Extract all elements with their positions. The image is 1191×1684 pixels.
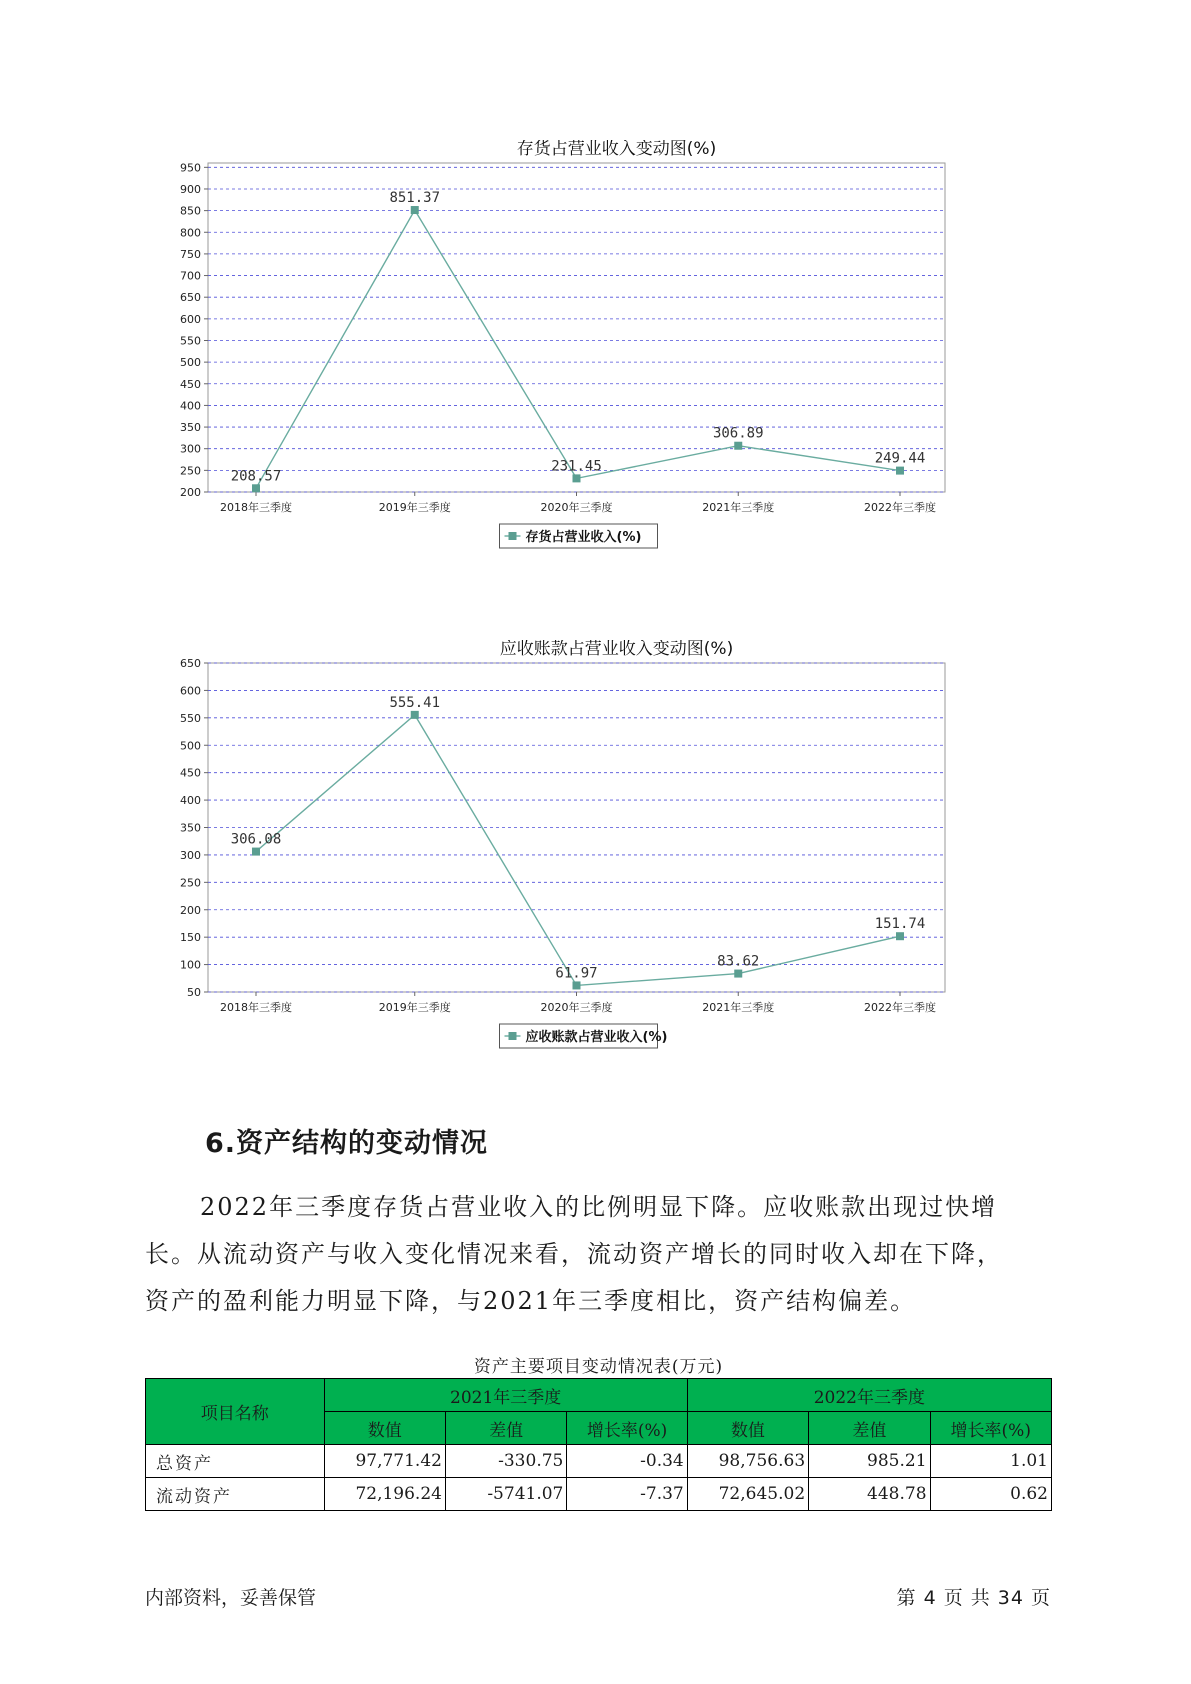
y-tick-label: 350 bbox=[180, 821, 201, 835]
footer-confidential-note: 内部资料，妥善保管 bbox=[145, 1587, 317, 1609]
x-tick-label: 2018年三季度 bbox=[220, 501, 292, 514]
paragraph-line-3: 资产的盈利能力明显下降，与2021年三季度相比，资产结构偏差。 bbox=[145, 1287, 917, 1315]
subheader-value: 数值 bbox=[687, 1412, 808, 1445]
table-caption: 资产主要项目变动情况表(万元) bbox=[473, 1357, 724, 1377]
cell: 97,771.42 bbox=[324, 1445, 445, 1478]
row-name: 总资产 bbox=[146, 1445, 325, 1478]
cell: 448.78 bbox=[809, 1478, 930, 1511]
data-point bbox=[411, 711, 419, 719]
legend-label: 存货占营业收入(%) bbox=[525, 530, 642, 545]
data-point bbox=[573, 474, 581, 482]
y-tick-label: 950 bbox=[180, 161, 201, 175]
data-label: 306.89 bbox=[712, 425, 764, 442]
legend-marker bbox=[509, 532, 517, 540]
plot-frame bbox=[208, 163, 945, 492]
cell: -330.75 bbox=[445, 1445, 566, 1478]
table-row bbox=[146, 1478, 1052, 1511]
y-tick-label: 600 bbox=[180, 312, 201, 326]
cell: 0.62 bbox=[930, 1478, 1051, 1511]
data-point bbox=[734, 970, 742, 978]
data-point bbox=[896, 467, 904, 475]
y-tick-label: 50 bbox=[187, 986, 201, 999]
y-tick-label: 900 bbox=[180, 182, 201, 196]
x-tick-label: 2021年三季度 bbox=[702, 501, 775, 514]
data-label: 555.41 bbox=[389, 694, 441, 711]
x-tick-label: 2019年三季度 bbox=[378, 501, 451, 514]
header-item-name: 项目名称 bbox=[146, 1379, 325, 1445]
x-tick-label: 2018年三季度 bbox=[220, 1001, 292, 1014]
data-label: 83.62 bbox=[717, 953, 760, 970]
paragraph-line-2: 长。从流动资产与收入变化情况来看，流动资产增长的同时收入却在下降， bbox=[145, 1240, 1003, 1268]
x-tick-label: 2022年三季度 bbox=[864, 1001, 936, 1014]
y-tick-label: 500 bbox=[180, 356, 201, 370]
chart-title: 应收账款占营业收入变动图(%) bbox=[499, 640, 734, 659]
inventory-revenue-chart-svg bbox=[150, 140, 1050, 600]
cell: -5741.07 bbox=[445, 1478, 566, 1511]
x-tick-label: 2020年三季度 bbox=[540, 501, 613, 514]
y-tick-label: 500 bbox=[180, 739, 201, 753]
y-tick-label: 650 bbox=[180, 657, 201, 670]
y-tick-label: 850 bbox=[180, 204, 201, 218]
cell: 98,756.63 bbox=[687, 1445, 808, 1478]
y-tick-label: 550 bbox=[180, 711, 201, 725]
y-tick-label: 700 bbox=[180, 269, 201, 283]
cell: -7.37 bbox=[567, 1478, 687, 1511]
cell: 72,196.24 bbox=[324, 1478, 445, 1511]
inventory-revenue-chart bbox=[150, 140, 1050, 600]
y-tick-label: 550 bbox=[180, 334, 201, 348]
receivables-revenue-chart bbox=[150, 640, 1050, 1100]
x-tick-label: 2022年三季度 bbox=[864, 501, 936, 514]
cell: 985.21 bbox=[809, 1445, 930, 1478]
data-point bbox=[411, 206, 419, 214]
x-tick-label: 2019年三季度 bbox=[378, 1001, 451, 1014]
cell: 72,645.02 bbox=[687, 1478, 808, 1511]
data-point bbox=[734, 442, 742, 450]
receivables-revenue-chart-svg bbox=[150, 640, 1050, 1100]
y-tick-label: 800 bbox=[180, 226, 201, 240]
y-tick-label: 300 bbox=[180, 442, 201, 456]
y-tick-label: 650 bbox=[180, 291, 201, 305]
y-tick-label: 100 bbox=[180, 958, 201, 972]
y-tick-label: 450 bbox=[180, 766, 201, 780]
cell: -0.34 bbox=[567, 1445, 687, 1478]
header-period-2022: 2022年三季度 bbox=[687, 1379, 1051, 1412]
subheader-diff: 差值 bbox=[809, 1412, 930, 1445]
y-tick-label: 150 bbox=[180, 931, 201, 945]
data-label: 231.45 bbox=[551, 458, 602, 475]
y-tick-label: 450 bbox=[180, 377, 201, 391]
table-header-row bbox=[146, 1379, 1052, 1412]
y-tick-label: 350 bbox=[180, 421, 201, 435]
chart-title: 存货占营业收入变动图(%) bbox=[516, 140, 717, 159]
x-tick-label: 2021年三季度 bbox=[702, 1001, 775, 1014]
y-tick-label: 600 bbox=[180, 684, 201, 698]
subheader-growth: 增长率(%) bbox=[930, 1412, 1051, 1445]
y-tick-label: 400 bbox=[180, 794, 201, 808]
section-heading: 6.资产结构的变动情况 bbox=[205, 1128, 489, 1159]
data-label: 61.97 bbox=[555, 965, 598, 982]
subheader-diff: 差值 bbox=[445, 1412, 566, 1445]
data-point bbox=[896, 932, 904, 940]
cell: 1.01 bbox=[930, 1445, 1051, 1478]
row-name: 流动资产 bbox=[146, 1478, 325, 1511]
y-tick-label: 200 bbox=[180, 903, 201, 917]
legend-marker bbox=[509, 1032, 517, 1040]
y-tick-label: 300 bbox=[180, 848, 201, 862]
data-label: 151.74 bbox=[874, 916, 926, 933]
data-label: 249.44 bbox=[874, 450, 926, 467]
data-point bbox=[573, 981, 581, 989]
asset-change-table bbox=[145, 1378, 1052, 1511]
data-point bbox=[252, 848, 260, 856]
data-label: 208.57 bbox=[230, 468, 282, 485]
footer-page-number: 第 4 页 共 34 页 bbox=[896, 1587, 1051, 1609]
data-point bbox=[252, 484, 260, 492]
header-period-2021: 2021年三季度 bbox=[324, 1379, 687, 1412]
y-tick-label: 400 bbox=[180, 399, 201, 413]
x-tick-label: 2020年三季度 bbox=[540, 1001, 613, 1014]
y-tick-label: 250 bbox=[180, 876, 201, 890]
y-tick-label: 750 bbox=[180, 247, 201, 261]
y-tick-label: 200 bbox=[180, 486, 201, 499]
data-label: 306.08 bbox=[230, 831, 282, 848]
table-row bbox=[146, 1445, 1052, 1478]
subheader-growth: 增长率(%) bbox=[567, 1412, 687, 1445]
y-tick-label: 250 bbox=[180, 464, 201, 478]
subheader-value: 数值 bbox=[324, 1412, 445, 1445]
paragraph-line-1: 2022年三季度存货占营业收入的比例明显下降。应收账款出现过快增 bbox=[200, 1193, 998, 1221]
data-label: 851.37 bbox=[389, 190, 441, 207]
legend-label: 应收账款占营业收入(%) bbox=[525, 1030, 668, 1045]
